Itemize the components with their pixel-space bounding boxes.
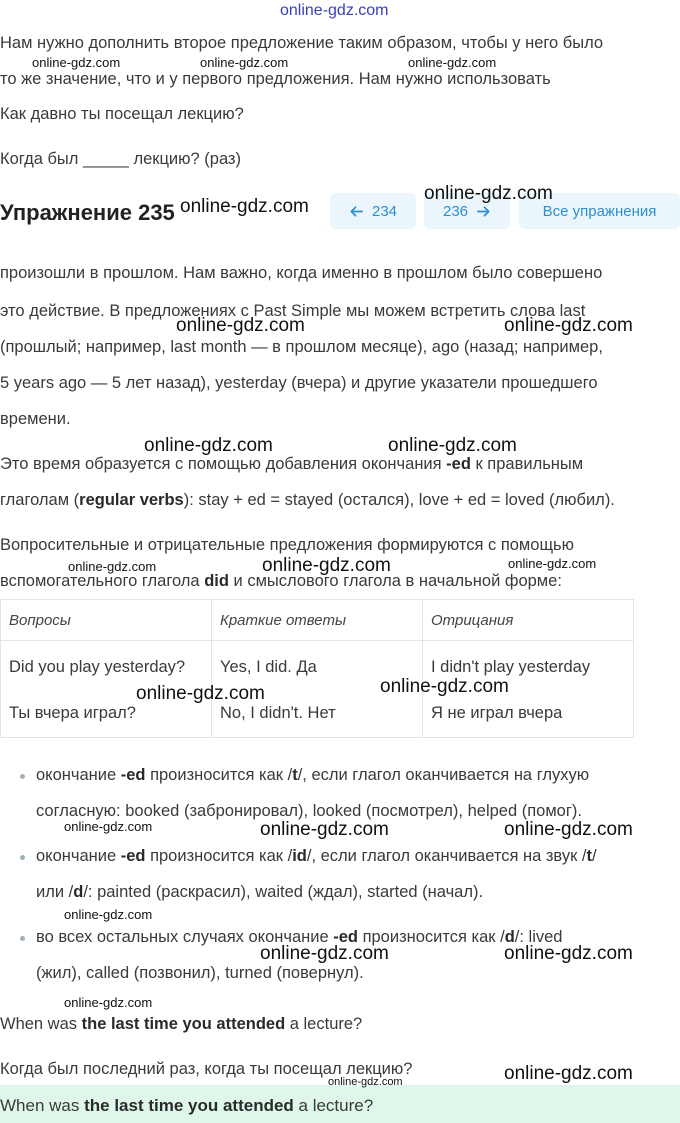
watermark: online-gdz.com [180,196,309,217]
all-exercises-label: Все упражнения [542,202,657,220]
theory-line: Это время образуется с помощью добавления окончания -ed к правильным [0,455,584,473]
intro-question: Как давно ты посещал лекцию? [0,105,244,123]
watermark: online-gdz.com [64,907,153,922]
arrow-right-icon [476,204,491,219]
theory-line: времени. [0,410,71,428]
answer-text: When was the last time you attended a lecture? [0,1096,374,1115]
intro-prompt: Когда был _____ лекцию? (раз) [0,150,241,168]
table-cell: Did you play yesterday? Ты вчера играл? [1,641,212,738]
watermark: online-gdz.com [32,55,121,70]
watermark: online-gdz.com [328,1076,403,1088]
did-forms-table [0,599,634,738]
bullet-icon [20,774,25,779]
theory-line: Вопросительные и отрицательные предложения формируются с помощью [0,536,574,554]
rule-item: окончание -ed произносится как /id/, если глагол оканчивается на звук /t/ [36,847,597,865]
solution-sentence: When was the last time you attended a lecture? [0,1015,363,1033]
next-exercise-label: 236 [442,202,469,220]
bullet-icon [20,936,25,941]
watermark: online-gdz.com [64,819,153,834]
table-header: Краткие ответы [212,600,423,641]
watermark: online-gdz.com [260,819,389,840]
rule-item: во всех остальных случаях окончание -ed произносится как /d/: lived [36,928,563,946]
solution-translation: Когда был последний раз, когда ты посещал лекцию? [0,1060,413,1078]
theory-line: произошли в прошлом. Нам важно, когда именно в прошлом было совершено [0,264,603,282]
watermark: online-gdz.com [200,55,289,70]
watermark: online-gdz.com [68,559,157,574]
theory-line: (прошлый; например, last month — в прошлом месяце), ago (назад; например, [0,338,603,356]
table-header: Отрицания [423,600,634,641]
rule-item-line: согласную: booked (забронировал), looked (посмотрел), helped (помог). [36,802,582,820]
watermark: online-gdz.com [424,183,553,204]
watermark: online-gdz.com [504,943,633,964]
theory-line: глаголам (regular verbs): stay + ed = stayed (остался), love + ed = loved (любил). [0,491,615,509]
rule-item-line: или /d/: painted (раскрасил), waited (ждал), started (начал). [36,883,484,901]
watermark: online-gdz.com [504,819,633,840]
theory-line: вспомогательного глагола did и смыслового глагола в начальной форме: [0,572,562,590]
watermark: online-gdz.com [504,315,633,336]
theory-line: 5 years ago — 5 лет назад), yesterday (вчера) и другие указатели прошедшего [0,374,598,392]
watermark: online-gdz.com [408,55,497,70]
watermark: online-gdz.com [280,2,389,19]
table-cell: I didn't play yesterday Я не играл вчера [423,641,634,738]
watermark: online-gdz.com [504,1063,633,1084]
intro-line-2: то же значение, что и у первого предложения. Нам нужно использовать [0,70,551,88]
intro-line-1: Нам нужно дополнить второе предложение таким образом, чтобы у него было [0,34,604,52]
table-cell: Yes, I did. Да No, I didn't. Нет [212,641,423,738]
prev-exercise-label: 234 [371,202,398,220]
watermark: online-gdz.com [136,683,265,704]
theory-line: это действие. В предложениях с Past Simple мы можем встретить слова last [0,302,586,320]
prev-exercise-button[interactable] [330,193,416,229]
watermark: online-gdz.com [144,435,273,456]
bullet-icon [20,855,25,860]
table-header: Вопросы [1,600,212,641]
watermark: online-gdz.com [262,555,391,576]
watermark: online-gdz.com [176,315,305,336]
watermark: online-gdz.com [260,943,389,964]
watermark: online-gdz.com [380,676,509,697]
watermark: online-gdz.com [388,435,517,456]
exercise-title: Упражнение 235 [0,200,175,225]
rule-item: окончание -ed произносится как /t/, если глагол оканчивается на глухую [36,766,590,784]
watermark: online-gdz.com [64,995,153,1010]
watermark: online-gdz.com [508,556,597,571]
arrow-left-icon [349,204,364,219]
rule-item-line: (жил), called (позвонил), turned (повернул). [36,964,364,982]
